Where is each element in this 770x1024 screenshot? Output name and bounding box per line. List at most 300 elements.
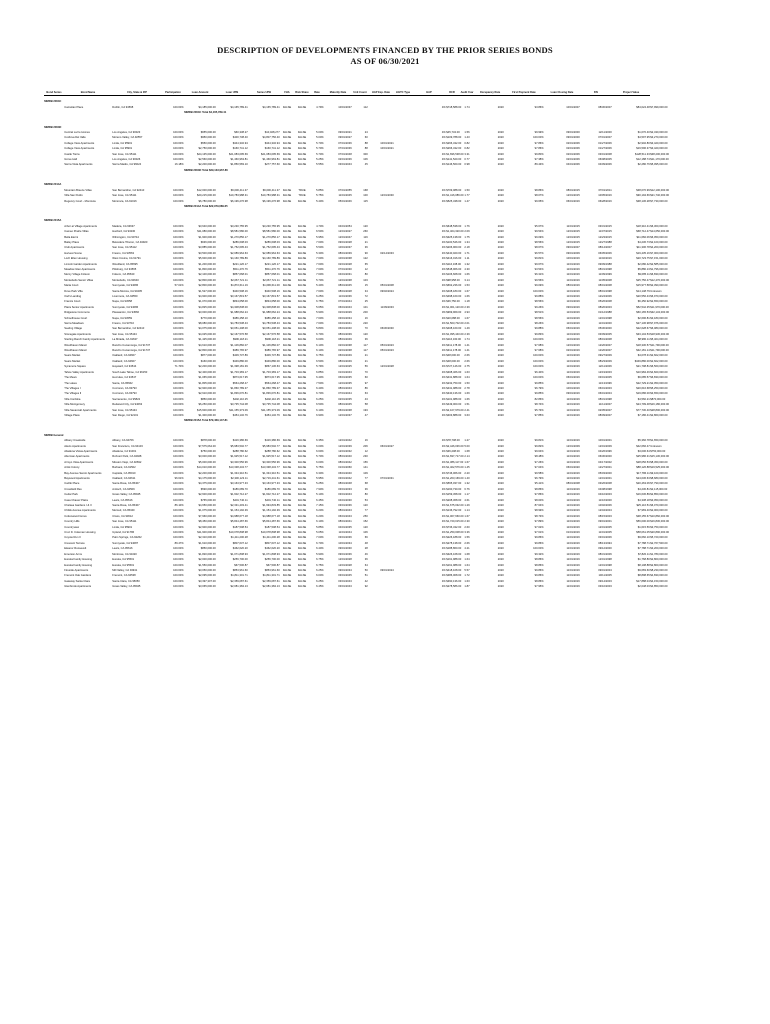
table-cell: 11/13/1996: [598, 381, 612, 385]
table-cell: $853,961.60: [232, 568, 248, 572]
table-cell: Santa Clara, CA 95050: [112, 579, 140, 583]
table-cell: Harvest Scene: [64, 251, 82, 255]
table-cell: $2,800,000.00: [198, 284, 216, 288]
table-cell: 08/01/2028: [338, 289, 352, 293]
table-cell: Fremont, CA 94538: [112, 574, 136, 578]
table-cell: 0.82: [464, 141, 470, 145]
table-cell: 2020: [497, 273, 504, 277]
table-cell: 4%: [441, 152, 446, 156]
table-cell: FALSE: [297, 498, 307, 502]
table-cell: 100.00%: [173, 552, 184, 556]
table-cell: 05/03/2000: [598, 471, 612, 475]
table-cell: 01/12/1988: [598, 311, 612, 315]
table-cell: 98.56%: [534, 300, 544, 304]
table-cell: 2020: [497, 131, 504, 135]
table-cell: 7.00%: [316, 536, 324, 540]
table-cell: FALSE: [282, 349, 292, 353]
table-cell: $5,366.78: [637, 439, 650, 443]
table-cell: $870,000.00: [650, 397, 666, 401]
column-header: Unit Count: [353, 91, 367, 94]
table-cell: $4,988,677.18: [230, 514, 248, 518]
table-cell: 1.87: [464, 585, 470, 589]
table-cell: 4%: [441, 295, 446, 298]
table-cell: 57.01%: [174, 284, 184, 288]
table-cell: 100.00%: [173, 305, 184, 309]
table-cell: 02/01/2006: [566, 141, 580, 145]
table-cell: 03/01/2036: [338, 536, 352, 540]
table-cell: 4%: [441, 439, 446, 443]
table-cell: Fresno, CA 93710: [112, 322, 134, 326]
table-cell: FALSE: [297, 147, 307, 151]
table-cell: $48,000.00: [446, 354, 460, 358]
table-cell: $8,450,000.00: [198, 520, 216, 524]
table-cell: FALSE: [297, 338, 307, 342]
table-cell: 1.53: [464, 284, 470, 288]
table-cell: 97.38%: [534, 158, 544, 162]
table-cell: $4,807,756.40: [262, 136, 280, 140]
table-cell: $7,999,000.00: [650, 105, 668, 109]
table-cell: FALSE: [282, 444, 292, 448]
table-cell: $3,230,755.95: [230, 224, 248, 228]
table-cell: 5.30%: [316, 251, 324, 255]
table-cell: 1.66: [464, 273, 470, 277]
table-cell: 2020: [497, 136, 504, 140]
table-cell: $9,100,000.00: [650, 471, 668, 475]
table-cell: Lewis, CA 95616: [112, 547, 133, 551]
table-cell: 02/05/2007: [598, 408, 612, 412]
table-cell: 56: [364, 365, 368, 369]
table-cell: 08/09/2007: [598, 413, 612, 417]
table-cell: 100.00%: [173, 403, 184, 407]
table-cell: 2020: [497, 230, 504, 234]
table-cell: FALSE: [297, 376, 307, 380]
table-cell: $8,680,000.00: [650, 477, 668, 480]
table-cell: 98.73%: [534, 514, 544, 518]
table-cell: 12/01/1998: [598, 563, 612, 567]
table-cell: 98.74%: [534, 403, 544, 407]
table-cell: FALSE: [297, 381, 307, 385]
table-cell: Dublin, CA 94568: [112, 105, 134, 109]
table-cell: 100.00%: [173, 413, 184, 417]
table-cell: Cordova Del Valle: [64, 136, 86, 140]
table-cell: 01/27/2006: [598, 147, 612, 151]
table-cell: 4%: [441, 477, 446, 480]
table-cell: 100.00%: [173, 158, 184, 162]
table-cell: San Diego, CA 92101: [112, 413, 139, 417]
table-cell: $2,800,000.00: [650, 563, 668, 567]
table-cell: 6.85%: [316, 370, 324, 374]
table-cell: $8,450,000.00: [650, 460, 668, 464]
table-cell: 58: [364, 403, 368, 407]
table-cell: $1,703,383.17: [230, 370, 248, 374]
table-cell: FALSE: [297, 327, 307, 331]
table-cell: 109: [363, 471, 368, 475]
table-cell: FALSE: [297, 585, 307, 589]
table-cell: 09/01/2021: [338, 131, 352, 135]
table-cell: 12/01/2025: [338, 365, 352, 369]
table-cell: Plaza Senior Apartments: [64, 305, 94, 309]
table-cell: 100.00%: [173, 574, 184, 578]
table-cell: 4%: [441, 498, 446, 502]
table-cell: FALSE: [282, 493, 292, 497]
table-cell: 1.76: [464, 224, 470, 228]
table-cell: FALSE: [282, 525, 292, 529]
table-cell: $2,910,000.00: [198, 392, 216, 396]
table-cell: 2020: [497, 365, 504, 369]
table-cell: $9,660.10: [637, 536, 650, 540]
table-cell: Childs Avenue Apartments: [64, 509, 96, 513]
table-cell: Bay Avenue Senior Apartments: [64, 471, 102, 475]
table-cell: $206,960.00: [446, 246, 462, 250]
table-cell: 4%: [441, 343, 446, 347]
table-cell: 152: [363, 520, 368, 524]
table-cell: 4%: [441, 376, 446, 380]
table-cell: $850,000.00: [200, 397, 216, 401]
table-cell: 99.85%: [534, 381, 544, 385]
table-cell: 03/01/2042: [338, 477, 352, 480]
table-cell: $4,165,789.41: [230, 105, 248, 109]
table-cell: $2,300,123.11: [230, 477, 248, 480]
table-cell: $1,095,440.00: [446, 332, 464, 336]
table-cell: $2,067,721.11: [262, 278, 280, 282]
table-cell: 2.66: [464, 354, 470, 358]
table-cell: FALSE: [297, 552, 307, 556]
table-cell: $4,078.31: [637, 354, 650, 358]
table-cell: Oakland, CA 94611: [112, 477, 136, 480]
table-cell: $662,236.00: [446, 284, 462, 288]
table-cell: 4%: [441, 381, 446, 385]
table-cell: 08/01/2048: [338, 482, 352, 486]
table-cell: $1,988,662.24: [230, 311, 248, 315]
table-cell: 2020: [497, 413, 504, 417]
table-cell: $709,088.00: [446, 188, 462, 192]
table-cell: 5.70%: [316, 147, 324, 151]
table-cell: $159,458.00: [446, 493, 462, 497]
table-cell: FALSE: [282, 224, 292, 228]
table-cell: Belvedere Tiburon, CA 94920: [112, 240, 148, 244]
table-cell: 06/30/2000: [598, 455, 612, 459]
table-cell: 06/01/2016: [566, 199, 580, 203]
table-cell: 09/01/2034: [338, 568, 352, 572]
table-cell: $6,780,000.00: [198, 199, 216, 203]
table-cell: 7.60%: [316, 262, 324, 266]
table-cell: 2020: [497, 311, 504, 315]
table-cell: 11/01/2016: [566, 439, 580, 443]
table-cell: 80: [364, 273, 368, 277]
table-cell: 100.00%: [173, 240, 184, 244]
table-cell: 100.00%: [173, 278, 184, 282]
table-cell: $226,188.00: [446, 536, 462, 540]
table-cell: FALSE: [297, 152, 307, 156]
table-cell: 04/01/2006: [566, 163, 580, 167]
table-cell: 4%: [441, 460, 446, 464]
table-cell: $11,155,373.09: [229, 408, 248, 412]
table-cell: $462,620.20: [232, 547, 248, 551]
table-cell: $109,788.00: [446, 136, 462, 140]
table-cell: 99.67%: [534, 262, 544, 266]
table-cell: $17,888.04: [636, 579, 650, 583]
table-cell: 34: [364, 289, 368, 293]
table-cell: 0.77: [464, 158, 470, 162]
table-cell: 28: [364, 547, 368, 551]
table-cell: $996,118.21: [264, 338, 280, 342]
table-cell: 3.14: [464, 278, 470, 282]
table-cell: 100.00%: [173, 349, 184, 353]
table-cell: FALSE: [297, 439, 307, 443]
table-cell: $3,420,000.00: [650, 147, 668, 151]
table-cell: 100.00%: [173, 397, 184, 401]
table-cell: 100.00%: [173, 332, 184, 336]
table-cell: 12/01/2015: [566, 240, 580, 244]
table-cell: $14,010,000.00: [197, 466, 216, 470]
table-cell: 6.25%: [316, 579, 324, 583]
table-cell: $38,155.67: [636, 514, 650, 518]
table-cell: 1.34: [464, 240, 470, 244]
table-cell: 2020: [497, 141, 504, 145]
table-cell: $2,200,000.00: [198, 471, 216, 475]
table-cell: 89.47%: [174, 541, 184, 545]
table-cell: 04/17/2002: [598, 460, 612, 464]
table-cell: 100.00%: [173, 520, 184, 524]
table-cell: 11/02/2016: [598, 257, 612, 261]
table-cell: 92: [364, 585, 368, 589]
table-cell: 100.00%: [173, 536, 184, 540]
table-cell: 2020: [497, 240, 504, 244]
table-cell: 6.00%: [316, 338, 324, 342]
table-cell: $27,136.98: [636, 322, 650, 326]
table-cell: 99.86%: [534, 574, 544, 578]
table-cell: $1,402,576.00: [446, 466, 464, 470]
table-cell: $416,016.00: [446, 257, 462, 261]
table-cell: 4%: [441, 514, 446, 518]
table-cell: $1,386,117.00: [446, 460, 464, 464]
table-cell: $2,600,000.00: [198, 493, 216, 497]
table-cell: 11/01/2016: [566, 403, 580, 407]
table-cell: 1.68: [464, 552, 470, 556]
table-cell: $2,115,000.00: [650, 487, 668, 491]
table-cell: 2020: [497, 449, 504, 453]
table-cell: 46: [364, 552, 368, 556]
table-cell: $340,136.00: [446, 392, 462, 396]
table-cell: 4%: [441, 300, 446, 304]
table-cell: 100.00%: [173, 547, 184, 551]
table-cell: $160,730.00: [446, 487, 462, 491]
table-cell: 4%: [441, 332, 446, 336]
table-cell: 12/01/2028: [380, 365, 394, 369]
table-cell: 100.00%: [533, 547, 544, 551]
table-cell: $850,000.00: [200, 547, 216, 551]
table-cell: Dove Park Villa: [64, 289, 83, 293]
table-cell: $3,050,000.00: [650, 498, 668, 502]
table-cell: Montebello, CA 90640: [112, 278, 139, 282]
table-cell: 2020: [497, 563, 504, 567]
table-cell: Antioch, CA 94509: [112, 487, 135, 491]
table-cell: $4,650,000.00: [198, 504, 216, 508]
table-cell: 6.00%: [316, 574, 324, 578]
table-cell: 1.68: [464, 449, 470, 453]
table-cell: 08/23/2009: [598, 359, 612, 363]
series-group-header: [44, 430, 728, 438]
table-cell: 98.86%: [534, 579, 544, 583]
table-cell: 100.00%: [533, 354, 544, 358]
table-cell: 5.25%: [316, 158, 324, 162]
table-cell: 12/01/2005: [598, 525, 612, 529]
table-cell: 7.60%: [316, 257, 324, 261]
table-cell: 4%: [441, 354, 446, 358]
table-cell: 100.00%: [173, 585, 184, 589]
table-cell: $431,888.00: [446, 376, 462, 380]
table-cell: $9,683.60: [637, 568, 650, 572]
table-cell: 08/01/2042: [338, 460, 352, 464]
table-cell: 09/01/2000: [566, 131, 580, 135]
table-cell: FALSE: [282, 455, 292, 459]
table-cell: 120: [363, 332, 368, 336]
column-header: Bond Name: [64, 90, 112, 96]
table-cell: Hanford, CA 93230: [112, 230, 136, 234]
table-cell: Mill Valley, CA 94941: [112, 568, 138, 572]
table-cell: 4%: [441, 278, 446, 282]
table-cell: 4%: [441, 493, 446, 497]
table-cell: $1,675,032.00: [446, 504, 464, 508]
table-cell: Cruz D. Coleman Housing: [64, 531, 96, 535]
table-cell: 11/01/2016: [566, 365, 580, 369]
table-cell: 12: [364, 267, 368, 271]
table-cell: 11/07/2015: [598, 230, 612, 234]
table-cell: 100.00%: [173, 338, 184, 342]
table-cell: $160,000.00: [200, 359, 216, 363]
table-cell: FALSE: [297, 471, 307, 475]
table-cell: $18,930,000.00: [650, 332, 669, 336]
table-cell: 08/01/2016: [566, 284, 580, 288]
column-header: Loan Amount: [184, 90, 216, 96]
table-cell: $1,805,000.00: [198, 381, 216, 385]
table-cell: Napa, CA 94559: [112, 316, 133, 320]
table-cell: $7,186.41: [637, 413, 650, 417]
table-cell: $1,720,015.00: [446, 520, 464, 524]
table-cell: 4%: [441, 392, 446, 396]
table-cell: Mercy Village Folsom: [64, 273, 90, 277]
series-group-header: [44, 122, 728, 130]
column-header: Risk Share: [295, 91, 309, 94]
table-cell: 2020: [497, 251, 504, 255]
table-cell: Sterling Ranch Family Apartments: [64, 338, 105, 342]
table-cell: $3,163,977.33: [262, 482, 280, 486]
table-cell: $462,620.20: [264, 547, 280, 551]
table-cell: 08/01/2008: [598, 284, 612, 288]
table-cell: Arroyo Vista Apartments: [64, 460, 94, 464]
table-cell: 05/01/2023: [380, 349, 394, 353]
table-cell: 08/13/1994: [598, 541, 612, 545]
table-cell: 4%: [441, 267, 446, 271]
table-cell: $12,100,000.00: [650, 188, 669, 192]
table-cell: 99.32%: [534, 552, 544, 556]
table-cell: $4,185,000.00: [198, 105, 216, 109]
table-cell: $2,167,576.58: [262, 332, 280, 336]
table-cell: FALSE: [297, 365, 307, 369]
table-cell: 2.20: [464, 471, 470, 475]
table-cell: 1.41: [464, 343, 470, 347]
table-cell: $22,628.67: [636, 327, 650, 331]
table-cell: $2,446,036.00: [446, 444, 464, 448]
table-cell: Meadow Glen Apartments: [64, 267, 96, 271]
table-cell: 11/01/2016: [566, 541, 580, 545]
table-cell: $2,602,000.00: [650, 359, 668, 363]
table-cell: 100.00%: [173, 322, 184, 326]
table-cell: 09/01/2028: [338, 240, 352, 244]
table-cell: 99.26%: [534, 305, 544, 309]
table-cell: 08/01/2041: [338, 520, 352, 524]
table-cell: Carnelian Place: [64, 105, 84, 109]
table-cell: 07/01/2007: [598, 136, 612, 140]
table-cell: 11/01/2016: [566, 504, 580, 508]
table-cell: FALSE: [282, 487, 292, 491]
table-cell: 95.67%: [534, 224, 544, 228]
table-cell: $1,007,660.00: [446, 514, 464, 518]
table-cell: 09/01/2027: [338, 136, 352, 140]
table-cell: $6,085.57: [637, 376, 650, 380]
table-cell: College View Apartments: [64, 147, 95, 151]
table-cell: 7.60%: [316, 267, 324, 271]
table-cell: 11/01/2016: [566, 273, 580, 277]
table-cell: 1.77: [464, 194, 470, 198]
table-cell: Cameo Prairie Villas: [64, 230, 89, 234]
table-cell: 42: [364, 579, 368, 583]
table-cell: 1.67: [464, 514, 470, 518]
table-cell: 50: [364, 568, 368, 572]
table-cell: $807,637.12: [232, 541, 248, 545]
table-cell: 4%: [441, 230, 446, 234]
table-cell: Santa Monica, CA 90405: [112, 289, 143, 293]
table-cell: $1,697,717.00: [446, 455, 464, 459]
table-cell: Corcoran, CA 93793: [112, 386, 137, 390]
table-cell: 1.18: [464, 300, 470, 304]
table-cell: 98.07%: [534, 194, 544, 198]
table-cell: 12/23/2015: [598, 235, 612, 239]
table-cell: 2.39: [464, 332, 470, 336]
table-cell: 06/01/2049: [338, 354, 352, 358]
table-cell: FALSE: [282, 262, 292, 266]
table-cell: 5.70%: [316, 278, 324, 282]
table-cell: Altadena, CA 91001: [112, 449, 137, 453]
table-cell: 4%: [441, 349, 446, 353]
table-cell: 7.60%: [316, 289, 324, 293]
table-cell: $68,712.47: [636, 230, 650, 234]
table-cell: $418,108.00: [446, 568, 462, 572]
table-cell: $2,081,384.13: [230, 585, 248, 589]
table-cell: FALSE: [282, 147, 292, 151]
table-cell: $12,470,000.00: [650, 278, 669, 282]
table-cell: $877,000.00: [200, 354, 216, 358]
table-cell: $116,168.00: [446, 262, 462, 266]
table-cell: 11/01/2016: [566, 498, 580, 502]
table-cell: $400,738.40: [232, 136, 248, 140]
table-cell: La Mirada, CA 91637: [112, 338, 138, 342]
table-cell: 4%: [441, 408, 446, 412]
table-cell: $7,790,000.00: [650, 482, 668, 486]
table-cell: 11/01/2016: [566, 547, 580, 551]
table-cell: 08/01/2040: [338, 455, 352, 459]
table-cell: Country Hills: [64, 520, 80, 524]
table-cell: $4,783,538.43: [262, 322, 280, 326]
table-cell: $1,820,000.00: [198, 552, 216, 556]
table-cell: $20,616.68: [636, 386, 650, 390]
table-cell: 100.00%: [173, 444, 184, 448]
table-cell: 11/01/2016: [566, 316, 580, 320]
table-cell: 99.54%: [534, 230, 544, 234]
table-cell: $4,200,000.00: [650, 246, 668, 250]
table-cell: 2020: [497, 300, 504, 304]
table-cell: 100.00%: [173, 262, 184, 266]
